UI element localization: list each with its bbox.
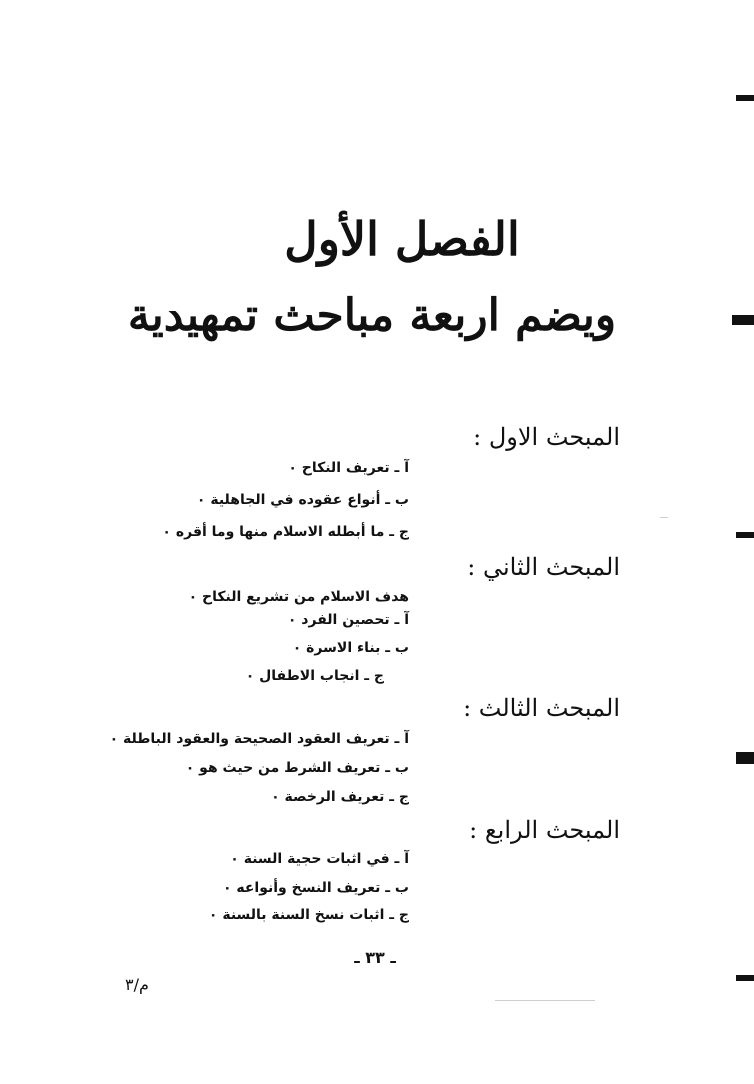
section-4-item-2: ب ـ تعريف النسخ وأنواعه ٠: [222, 880, 409, 896]
scan-artifact-line: [660, 517, 668, 518]
section-1-title: المبحث الاول :: [473, 423, 620, 451]
scan-edge-mark: [736, 752, 754, 764]
scan-edge-mark: [736, 532, 754, 538]
section-2-item-3: ج ـ انجاب الاطفال ٠: [245, 668, 384, 684]
scan-artifact-line: [495, 1000, 595, 1001]
chapter-subtitle: ويضم اربعة مباحث تمهيدية: [127, 290, 617, 341]
section-1-item-3: ج ـ ما أبطله الاسلام منها وما أقره ٠: [162, 524, 409, 540]
section-1-item-1: آ ـ تعريف النكاح ٠: [288, 460, 409, 476]
scan-edge-mark: [732, 315, 754, 325]
chapter-title: الفصل الأول: [284, 212, 520, 266]
section-1-item-2: ب ـ أنواع عقوده في الجاهلية ٠: [196, 492, 409, 508]
section-3-item-3: ج ـ تعريف الرخصة ٠: [271, 789, 409, 805]
section-2-item-1: آ ـ تحصين الفرد ٠: [287, 612, 409, 628]
section-4-title: المبحث الرابع :: [469, 816, 620, 844]
scan-edge-mark: [736, 95, 754, 101]
section-3-item-1: آ ـ تعريف العقود الصحيحة والعقود الباطلة ٠: [109, 731, 409, 747]
scan-edge-mark: [736, 975, 754, 981]
section-4-item-1: آ ـ في اثبات حجية السنة ٠: [230, 851, 409, 867]
section-2-item-2: ب ـ بناء الاسرة ٠: [292, 640, 409, 656]
section-3-item-2: ب ـ تعريف الشرط من حيث هو ٠: [185, 760, 409, 776]
section-4-item-3: ج ـ اثبات نسخ السنة بالسنة ٠: [208, 907, 409, 923]
page-number: ـ ٣٣ ـ: [354, 948, 396, 967]
signature-mark: م/٣: [125, 975, 149, 994]
section-3-title: المبحث الثالث :: [463, 694, 620, 722]
section-2-intro: هدف الاسلام من تشريع النكاح ٠: [188, 589, 409, 605]
section-2-title: المبحث الثاني :: [467, 553, 620, 581]
